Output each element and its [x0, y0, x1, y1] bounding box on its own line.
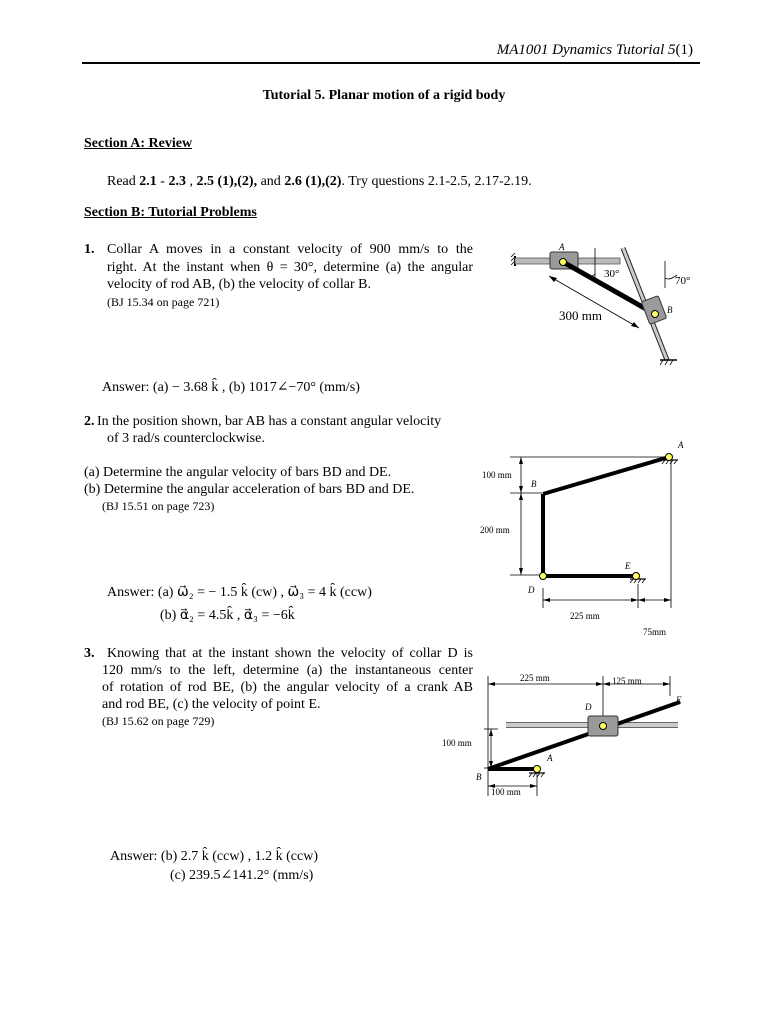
- p3-dim-125: 125 mm: [612, 676, 642, 686]
- header-course: [440, 42, 693, 59]
- p1-angle-70: 70°: [675, 275, 691, 287]
- p2-dim-100: 100 mm: [482, 470, 512, 480]
- p2-dim-200: 200 mm: [480, 525, 510, 535]
- p1-label-B: B: [667, 305, 673, 315]
- p2-dim-225: 225 mm: [570, 611, 600, 621]
- problem-3-ref: (BJ 15.62 on page 729): [102, 714, 215, 728]
- read-sep-1: -: [156, 174, 169, 189]
- problem-1-line-2: right. At the instant when θ = 30°, determine (a) the angular: [107, 260, 473, 275]
- read-item-4: 2.6 (1),(2): [284, 174, 342, 189]
- problem-1-figure: [505, 238, 705, 368]
- p3-label-E: E: [676, 695, 682, 705]
- problem-3-line-4: and rod BE, (c) the velocity of point E.: [102, 697, 321, 712]
- problem-1-line-1: Collar A moves in a constant velocity of 900 mm/s to the: [107, 242, 473, 257]
- problem-2-line-1: In the position shown, bar AB has a constant angular velocity: [97, 414, 442, 429]
- read-and: and: [257, 174, 285, 189]
- problem-2-line-2: of 3 rad/s counterclockwise.: [107, 431, 265, 446]
- problem-3-answer-c: (c) 239.5∠141.2° (mm/s): [170, 868, 314, 883]
- read-sep-2: ,: [185, 174, 197, 189]
- section-a-heading: Section A: Review: [84, 136, 193, 151]
- p1-angle-30: 30°: [604, 268, 620, 280]
- p2-dim-75: 75mm: [643, 627, 667, 637]
- problem-3-line-3: of rotation of rod BE, (b) the angular velocity of a crank AB: [102, 680, 473, 695]
- problem-3-line-2: 120 mm/s to the left, determine (a) the instantaneous center: [102, 663, 473, 678]
- p1-label-A: A: [559, 242, 565, 252]
- problem-2-ref: (BJ 15.51 on page 723): [102, 499, 215, 513]
- p2-label-B: B: [531, 479, 537, 489]
- p3-label-D: D: [585, 702, 592, 712]
- read-item-1: 2.1: [139, 174, 157, 189]
- p1-length: 300 mm: [559, 308, 602, 323]
- read-item-2: 2.3: [168, 174, 186, 189]
- problem-1-answer: Answer: (a) − 3.68 k̂ , (b) 1017∠−70° (mm/s): [102, 380, 360, 395]
- problem-2-answer-b: (b) α⃗₂ = 4.5k̂ , α⃗₃ = −6k̂: [160, 608, 295, 623]
- problem-3-figure: [440, 666, 700, 816]
- problem-1-ref: (BJ 15.34 on page 721): [107, 295, 220, 309]
- p2-label-D: D: [528, 585, 535, 595]
- problem-2-answer-a: Answer: (a) ω⃗₂ = − 1.5 k̂ (cw) , ω⃗₃ = 4 k̂ (ccw): [107, 585, 372, 600]
- p3-dim-225: 225 mm: [520, 673, 550, 683]
- p3-dim-100-horizontal: 100 mm: [491, 787, 521, 797]
- header-rule: [82, 62, 700, 64]
- page-title: Tutorial 5. Planar motion of a rigid body: [262, 88, 506, 103]
- problem-3-line-1: Knowing that at the instant shown the velocity of collar D is: [107, 646, 473, 661]
- read-suffix: . Try questions 2.1-2.5, 2.17-2.19.: [341, 174, 532, 189]
- problem-3-answer-b: Answer: (b) 2.7 k̂ (ccw) , 1.2 k̂ (ccw): [110, 849, 318, 864]
- p2-label-A: A: [678, 440, 684, 450]
- problem-2-figure: [470, 438, 695, 638]
- p3-label-A: A: [547, 753, 553, 763]
- section-b-heading: Section B: Tutorial Problems: [84, 205, 257, 220]
- p3-dim-100-vertical: 100 mm: [442, 738, 472, 748]
- problem-2-part-a: (a) Determine the angular velocity of bars BD and DE.: [84, 465, 392, 480]
- read-item-3: 2.5 (1),(2),: [196, 174, 258, 189]
- p3-label-B: B: [476, 772, 482, 782]
- header-course-title: MA1001 Dynamics Tutorial 5: [496, 42, 676, 58]
- problem-1-number: 1.: [84, 242, 95, 257]
- problem-2-part-b: (b) Determine the angular acceleration of bars BD and DE.: [84, 482, 415, 497]
- p2-label-E: E: [625, 561, 631, 571]
- header-page: (1): [675, 42, 693, 58]
- problem-1-line-3: velocity of rod AB, (b) the velocity of collar B.: [107, 277, 371, 292]
- problem-3-number: 3.: [84, 646, 95, 661]
- problem-2-number: 2.: [84, 414, 95, 429]
- section-a-read: [107, 173, 532, 190]
- read-prefix: Read: [107, 174, 140, 189]
